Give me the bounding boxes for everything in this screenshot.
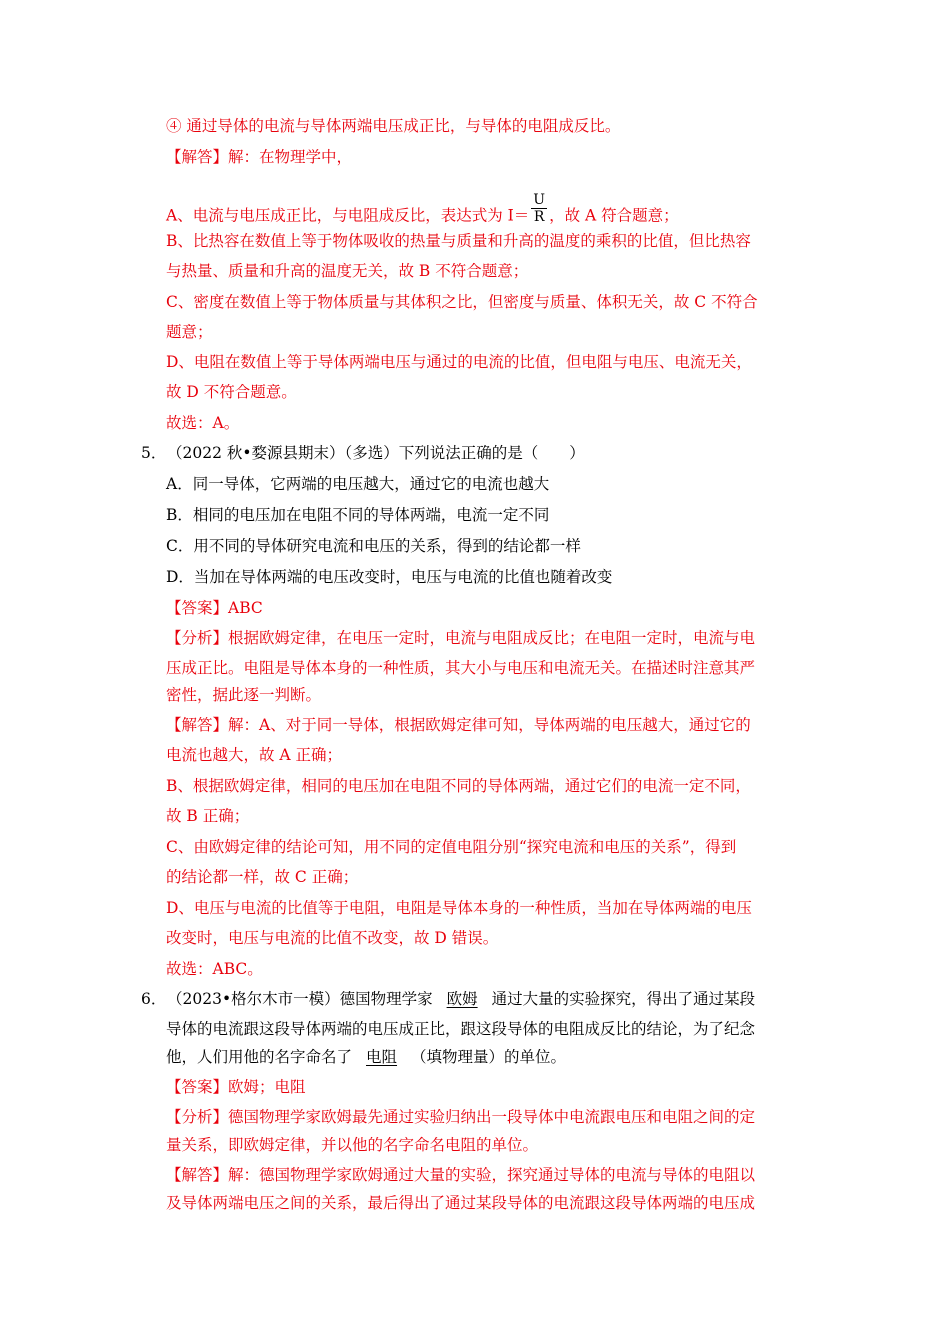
q6-stem-post: 通过大量的实验探究，得出了通过某段 [491,990,756,1008]
q4-solution-a-tail: ，故 A 符合题意； [549,206,679,225]
q4-solution-a-text: A、电流与电压成正比，与电阻成反比，表达式为 I＝ [166,206,530,225]
q6-analysis-line2: 量关系，即欧姆定律，并以他的名字命名电阻的单位。 [166,1136,539,1154]
q5-choice: 故选：ABC。 [166,960,263,978]
q6-stem3-post: （填物理量）的单位。 [411,1048,567,1066]
q6-stem-line2: 导体的电流跟这段导体两端的电压成正比，跟这段导体的电阻成反比的结论，为了纪念 [166,1020,756,1038]
q4-solution-d-line2: 故 D 不符合题意。 [166,383,297,401]
q6-solution-line2: 及导体两端电压之间的关系，最后得出了通过某段导体的电流跟这段导体两端的电压成 [166,1194,756,1212]
q6-blank-2: 电阻 [366,1048,398,1066]
q5-analysis-line1: 【分析】根据欧姆定律，在电压一定时，电流与电阻成反比；在电阻一定时，电流与电 [166,629,756,647]
q5-solution-line5: C、由欧姆定律的结论可知，用不同的定值电阻分别“探究电流和电压的关系”，得到 [166,838,737,856]
q5-option-c: C．用不同的导体研究电流和电压的关系，得到的结论都一样 [166,537,581,555]
fraction-numerator: U [533,192,546,208]
q5-solution-line3: B、根据欧姆定律，相同的电压加在电阻不同的导体两端，通过它们的电流一定不同， [166,777,751,795]
q4-solution-d-line1: D、电阻在数值上等于导体两端电压与通过的电流的比值，但电阻与电压、电流无关， [166,353,752,371]
q4-solution-c-line1: C、密度在数值上等于物体质量与其体积之比，但密度与质量、体积无关，故 C 不符合 [166,293,758,311]
q6-blank-1: 欧姆 [446,990,478,1008]
q5-stem [141,443,585,463]
q5-option-a: A．同一导体，它两端的电压越大，通过它的电流也越大 [166,475,550,493]
q5-solution-line4: 故 B 正确； [166,807,250,825]
q5-solution-line1: 【解答】解：A、对于同一导体，根据欧姆定律可知，导体两端的电压越大，通过它的 [166,716,751,734]
q5-answer: 【答案】ABC [166,599,263,617]
q5-solution-line7: D、电压与电流的比值等于电阻，电阻是导体本身的一种性质，当加在导体两端的电压 [166,899,752,917]
q5-number: 5． [141,444,167,462]
q4-solution-b-line1: B、比热容在数值上等于物体吸收的热量与质量和升高的温度的乘积的比值，但比热容 [166,232,751,250]
q5-solution-line2: 电流也越大，故 A 正确； [166,746,343,764]
q4-solution-b-line2: 与热量、质量和升高的温度无关，故 B 不符合题意； [166,262,529,280]
q6-stem-line1 [141,989,755,1009]
fraction-denominator: R [533,209,545,225]
q5-solution-line6: 的结论都一样，故 C 正确； [166,868,359,886]
q6-answer: 【答案】欧姆；电阻 [166,1078,306,1096]
q6-stem3-pre: 他，人们用他的名字命名了 [166,1048,353,1066]
q5-solution-line8: 改变时，电压与电流的比值不改变，故 D 错误。 [166,929,499,947]
q6-analysis-line1: 【分析】德国物理学家欧姆最先通过实验归纳出一段导体中电流跟电压和电阻之间的定 [166,1108,756,1126]
q5-analysis-line2: 压成正比。电阻是导体本身的一种性质，其大小与电压和电流无关。在描述时注意其严 [166,659,756,677]
q4-solution-a [166,192,679,233]
q4-item-4: ④ 通过导体的电流与导体两端电压成正比，与导体的电阻成反比。 [166,117,621,135]
q4-choice: 故选：A。 [166,414,240,432]
q5-analysis-line3: 密性，据此逐一判断。 [166,686,322,704]
q4-solution-c-line2: 题意； [166,323,213,341]
q6-number: 6． [141,990,167,1008]
q6-stem-pre: （2023•格尔木市一模）德国物理学家 [167,990,433,1008]
q4-solution-intro: 【解答】解：在物理学中， [166,148,353,166]
q6-solution-line1: 【解答】解：德国物理学家欧姆通过大量的实验，探究通过导体的电流与导体的电阻以 [166,1166,756,1184]
q6-stem-line3 [166,1047,566,1067]
ohm-law-fraction [531,192,547,225]
q5-option-d: D．当加在导体两端的电压改变时，电压与电流的比值也随着改变 [166,568,613,586]
q5-option-b: B．相同的电压加在电阻不同的导体两端，电流一定不同 [166,506,550,524]
q5-stem-text: （2022 秋•婺源县期末）（多选）下列说法正确的是（ ） [167,444,585,462]
